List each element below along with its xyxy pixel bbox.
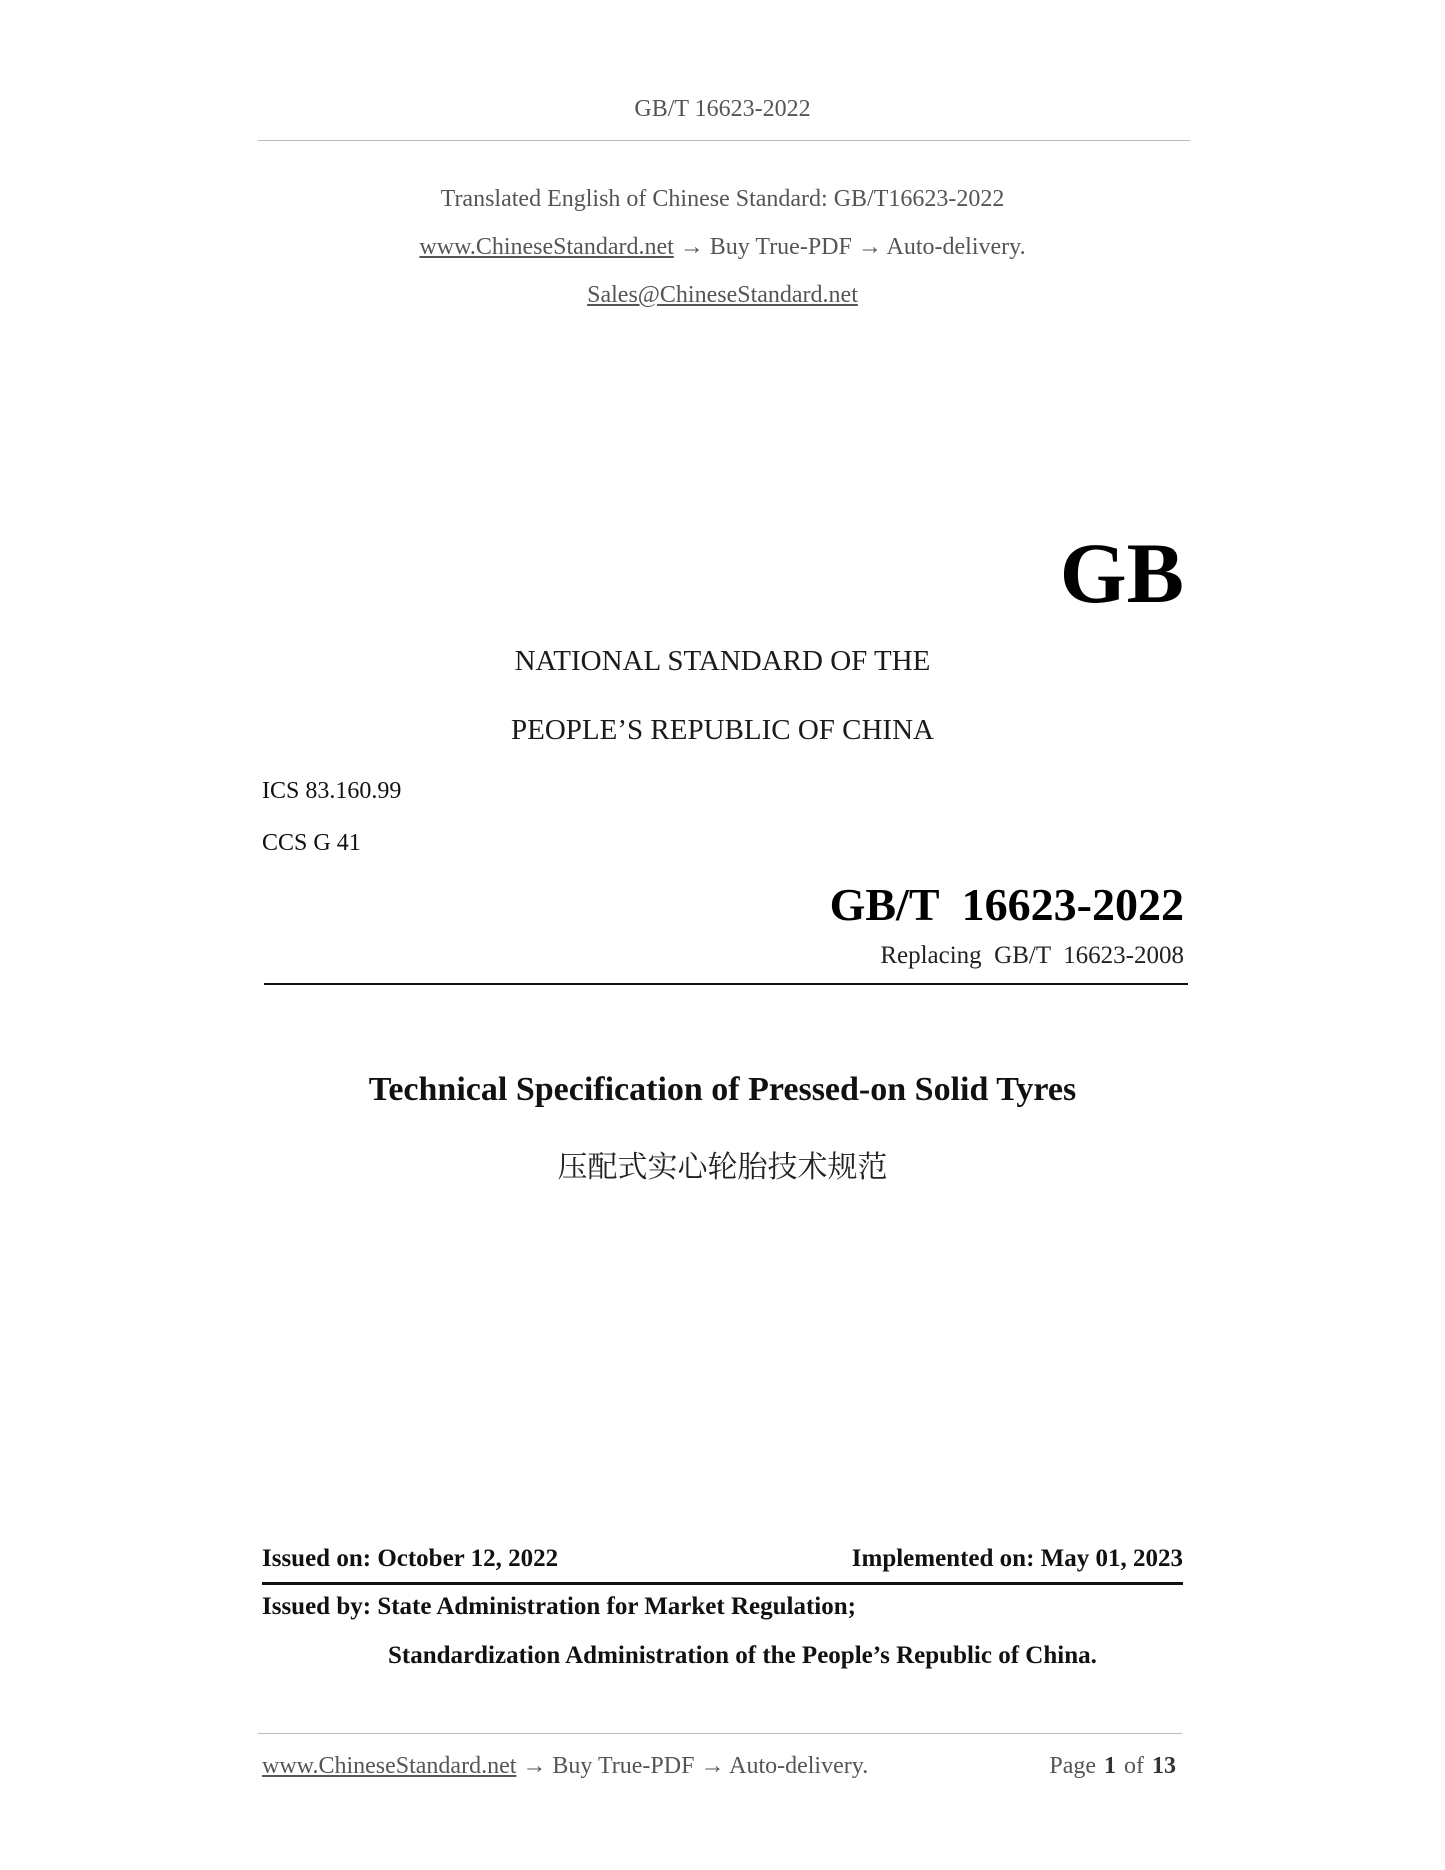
implemented-on: Implemented on: May 01, 2023 [851,1545,1183,1572]
issued-by-line-1: Issued by: State Administration for Market Regulation; [262,1593,856,1620]
ics-code: ICS 83.160.99 [262,778,402,804]
translated-line: Translated English of Chinese Standard: GB/T16623-2022 [440,186,1005,212]
website-link[interactable]: www.ChineseStandard.net [419,234,674,260]
gb-mark: GB [1059,525,1184,621]
page-indicator [1049,1753,1176,1780]
issue-rule [262,1582,1183,1585]
issued-on: Issued on: October 12, 2022 [262,1545,559,1572]
page-of: of [1124,1753,1144,1779]
national-standard-line-2: PEOPLE’S REPUBLIC OF CHINA [511,714,934,746]
footer-buy-text: → Buy True-PDF → Auto-delivery. [522,1753,869,1779]
page-current: 1 [1104,1753,1116,1779]
title-english: Technical Specification of Pressed-on Solid Tyres [368,1071,1077,1108]
running-header: GB/T 16623-2022 [634,96,811,122]
issued-by-line-2: Standardization Administration of the People’s Republic of China. [388,1642,1097,1669]
title-chinese: 压配式实心轮胎技术规范 [557,1150,888,1185]
page-total: 13 [1152,1753,1176,1779]
buy-line [0,234,1445,261]
sales-line [0,282,1445,309]
sales-email-link[interactable]: Sales@ChineseStandard.net [587,282,858,308]
page-label: Page [1049,1753,1096,1779]
buy-text: → Buy True-PDF → Auto-delivery. [679,234,1026,260]
header-rule [258,140,1190,141]
ccs-code: CCS G 41 [262,830,361,856]
standard-number: GB/T 16623-2022 [829,879,1184,930]
footer-website-link[interactable]: www.ChineseStandard.net [262,1753,517,1779]
replacing-standard: Replacing GB/T 16623-2008 [880,942,1184,969]
title-rule [264,983,1188,985]
national-standard-line-1: NATIONAL STANDARD OF THE [514,645,931,677]
footer-links [262,1753,868,1780]
footer-rule [258,1733,1182,1734]
